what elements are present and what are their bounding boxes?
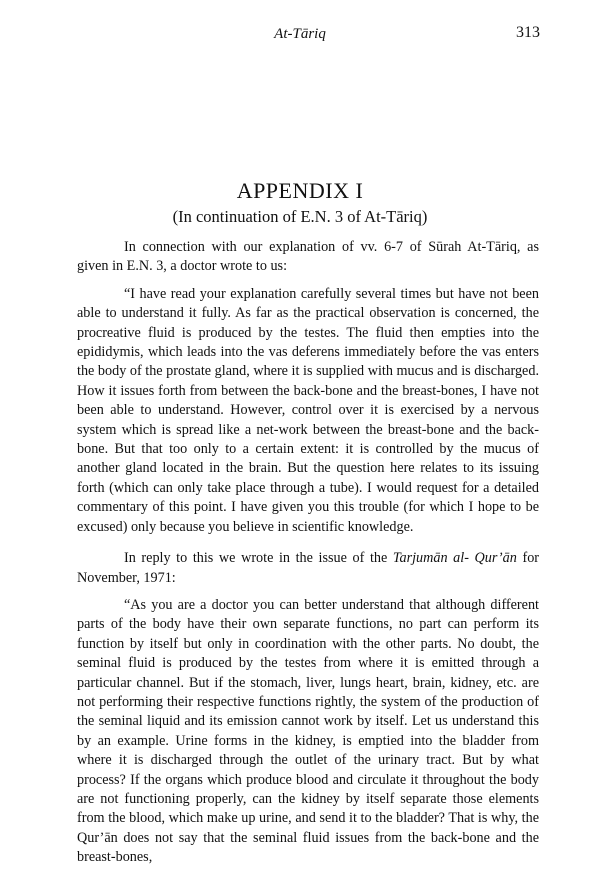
body-text: [77, 238, 539, 880]
appendix-subtitle: (In continuation of E.N. 3 of At-Tāriq): [172, 207, 428, 226]
paragraph-doctor-letter: “I have read your explanation carefully several times but have not been able to understand it fully. As far as the practical observation is concerned, the procreative fluid is produced by the testes. The fluid then empties into the epididymis, which leads into the vas deferens immediately before the vas enters the body of the prostate gland, where it is supplied with mucus and is discharged. How it issues forth from between the back-bone and the breast-bones, I have not been able to understand. However, control over it is exercised by a nervous system which is spread like a net-work between the breast-bone and the back-bone. But that too only to a certain extent: it is controlled by the mucus of another gland located in the brain. But the question here relates to its issuing forth (which can only take place through a tube). I would request for a detailed commentary of this point. I have given you this trouble (for which I hope to be excused) only because you believe in scientific knowledge.: [77, 285, 539, 535]
paragraph-intro: In connection with our explanation of vv. 6-7 of Sūrah At-Tāriq, as given in E.N. 3, a doctor wrote to us:: [77, 239, 539, 275]
paragraph-reply: “As you are a doctor you can better understand that although different parts of the body have their own separate functions, no part can perform its function by itself but only in coordination with the other parts. No doubt, the seminal fluid is produced by the testes from where it is emitted through a particular channel. But if the stomach, liver, lungs heart, brain, kidney, etc. are not performing their respective functions rightly, the system of the production of the seminal liquid and its emission cannot work by itself. Let us understand this by an example. Urine forms in the kidney, is emptied into the bladder from where it is discharged through the outlet of the urinary tract. But by what process? If the organs which produce blood and circulate it throughout the body are not functioning properly, can the kidney by itself separate those elements from the blood, which make up urine, and send it to the bladder? That is why, the Qur’ān does not say that the seminal fluid issues from the back-bone and the breast-bones,: [77, 596, 539, 866]
reply-intro-text: In reply to this we wrote in the issue of the: [124, 550, 393, 567]
reply-intro-date: for November, 1971:: [77, 550, 540, 586]
paragraph-reply-intro: [77, 549, 539, 588]
running-title: At-Tāriq: [274, 26, 326, 42]
appendix-title: APPENDIX I: [236, 178, 364, 203]
journal-title: Tarjumān al- Qur’ān: [392, 550, 517, 567]
page-number: 313: [516, 24, 540, 41]
